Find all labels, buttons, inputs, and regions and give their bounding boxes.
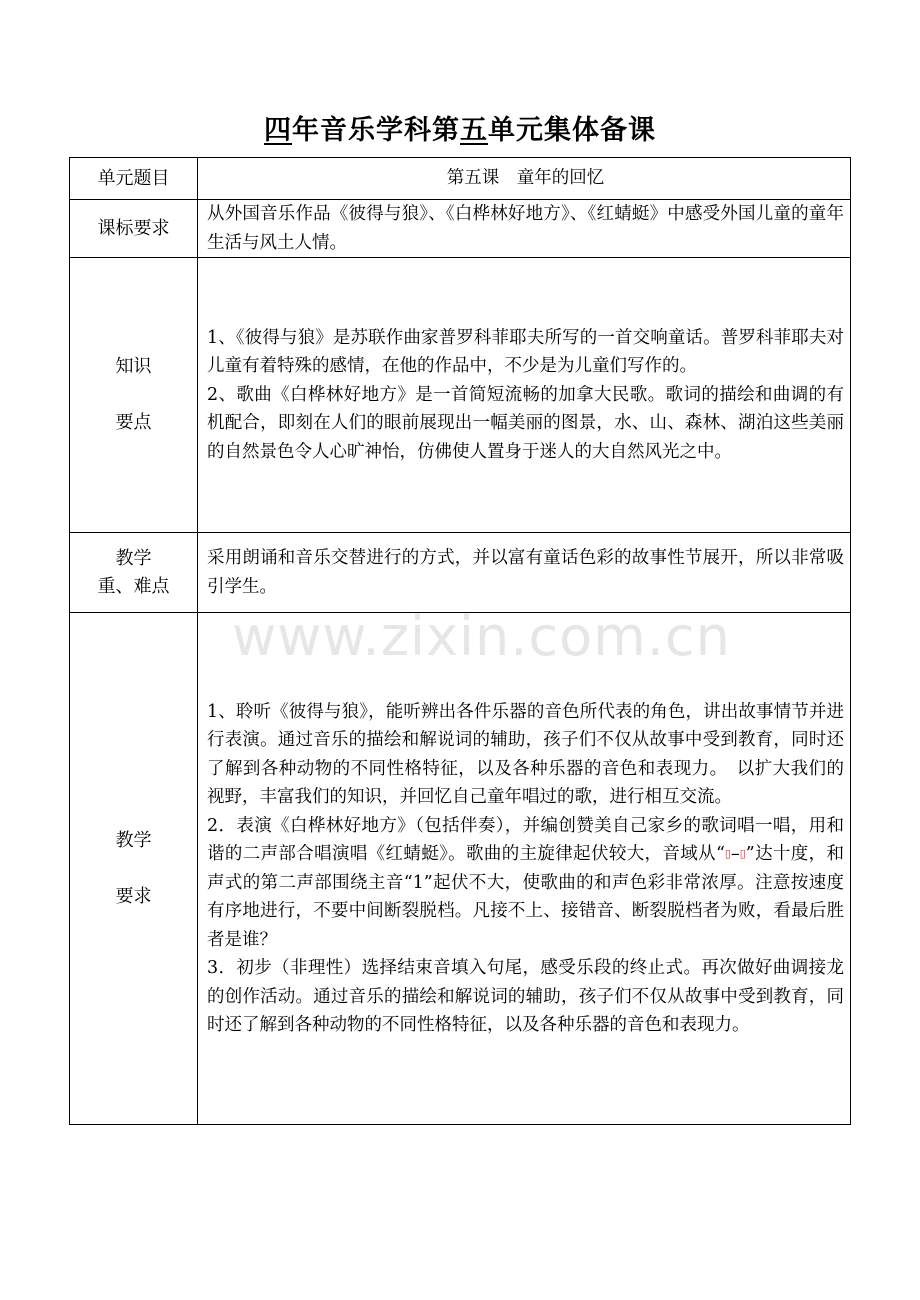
requirements-paragraph-2 [207,812,844,955]
label-unit-topic: 单元题目 [70,158,198,200]
label-knowledge [70,258,198,533]
row-key-points [70,533,851,613]
range-dash: – [730,844,740,864]
knowledge-paragraph-2: 2、歌曲《白桦林好地方》是一首简短流畅的加拿大民歌。歌词的描绘和曲调的有机配合，即刻在人们的眼前展现出一幅美丽的图景，水、山、森林、湖泊这些美丽的自然景色令人心旷神怡，仿佛使人置身于迷人的大自然风光之中。 [207,384,844,462]
requirements-p2-start: 2．表演《白桦林好地方》（包括伴奏），并编创赞美自己家乡的歌词唱一唱，用和谐的二声部合唱演唱《红蜻蜓》。歌曲的主旋律起伏较大，音域从“ [207,815,844,864]
label-key-points [70,533,198,613]
requirements-p2-end: ”达十度，和声式的第二声部围绕主音“1”起伏不大，使歌曲的和声色彩非常浓厚。注意按速度有序地进行，不要中间断裂脱档。凡接不上、接错音、断裂脱档者为败，看最后胜者是谁？ [207,844,844,950]
value-requirements [198,613,851,1125]
label-standard: 课标要求 [70,200,198,258]
title-part4: 单元集体备课 [488,115,656,146]
lesson-plan-table [69,157,851,1125]
value-key-points: 采用朗诵和音乐交替进行的方式，并以富有童话色彩的故事性节展开，所以非常吸引学生。 [198,533,851,613]
label-requirements [70,613,198,1125]
title-part2: 年音乐学科第 [292,115,460,146]
requirements-paragraph-1: 1、聆听《彼得与狼》，能听辨出各件乐器的音色所代表的角色，讲出故事情节并进行表演。通过音乐的描绘和解说词的辅助，孩子们不仅从故事中受到教育，同时还了解到各种动物的不同性格特征，以及各种乐器的音色和表现力。 以扩大我们的视野，丰富我们的知识，并回忆自己童年唱过的歌，进行相互交流。 [207,701,844,807]
label-requirements-line1: 教学 [115,829,152,851]
row-requirements [70,613,851,1125]
label-requirements-line2: 要求 [115,885,152,907]
label-key-points-line1: 教学 [115,547,152,569]
label-key-points-line2: 重、难点 [97,575,170,597]
note-symbol-low: ▯ [724,847,731,860]
row-standard [70,200,851,258]
value-unit-topic: 第五课 童年的回忆 [198,158,851,200]
label-knowledge-line2: 要点 [115,412,152,433]
requirements-paragraph-3: 3．初步（非理性）选择结束音填入句尾，感受乐段的终止式。再次做好曲调接龙的创作活动。通过音乐的描绘和解说词的辅助，孩子们不仅从故事中受到教育，同时还了解到各种动物的不同性格特征，以及各种乐器的音色和表现力。 [207,958,844,1035]
watermark: www.zixin.com.cn [232,605,731,668]
note-symbol-high: ▯ [739,847,746,860]
row-unit-topic [70,158,851,200]
knowledge-paragraph-1: 1、《彼得与狼》是苏联作曲家普罗科菲耶夫所写的一首交响童话。普罗科菲耶夫对儿童有着特殊的感情，在他的作品中，不少是为儿童们写作的。 [207,327,844,377]
value-knowledge [198,258,851,533]
value-standard: 从外国音乐作品《彼得与狼》、《白桦林好地方》、《红蜻蜓》中感受外国儿童的童年生活与风土人情。 [198,200,851,258]
page-title [0,108,920,147]
title-part3: 五 [460,115,488,146]
label-knowledge-line1: 知识 [115,356,152,377]
row-knowledge [70,258,851,533]
title-part1: 四 [264,115,292,146]
